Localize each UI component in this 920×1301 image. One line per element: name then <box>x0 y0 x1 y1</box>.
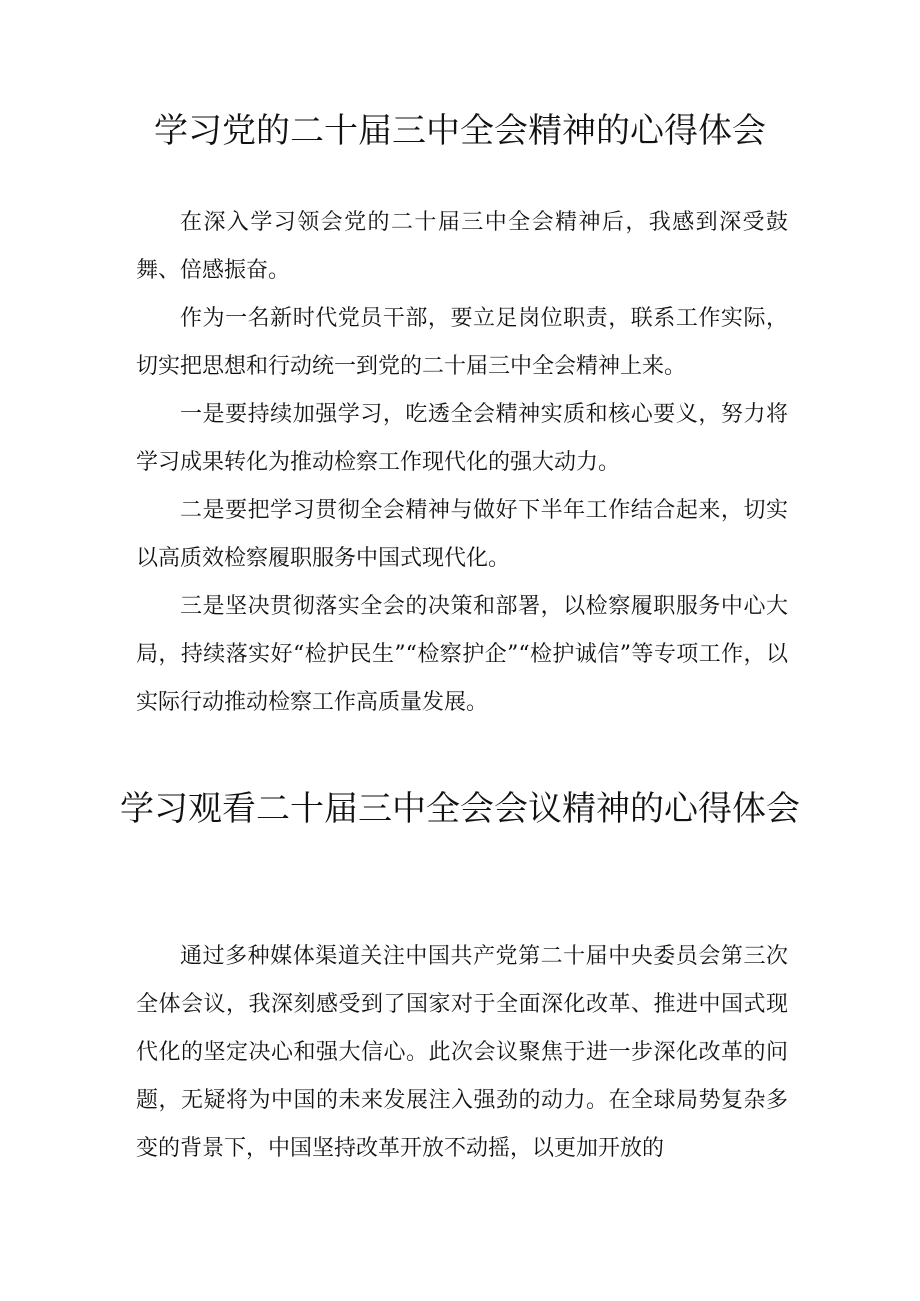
section-1-paragraph-5: 三是坚决贯彻落实全会的决策和部署，以检察履职服务中心大局，持续落实好“检护民生”“检察护企”“检护诚信”等专项工作，以实际行动推动检察工作高质量发展。 <box>136 594 788 715</box>
section-2-title: 学习观看二十届三中全会会议精神的心得体会 <box>120 789 800 829</box>
section-1-title: 学习党的二十届三中全会精神的心得体会 <box>154 111 766 151</box>
section-1-paragraph-3: 一是要持续加强学习，吃透全会精神实质和核心要义，努力将学习成果转化为推动检察工作现代化的强大动力。 <box>136 402 788 475</box>
section-1-paragraph-4: 二是要把学习贯彻全会精神与做好下半年工作结合起来，切实以高质效检察履职服务中国式现代化。 <box>136 498 788 571</box>
section-2-paragraph-1: 通过多种媒体渠道关注中国共产党第二十届中央委员会第三次全体会议，我深刻感受到了国家对于全面深化改革、推进中国式现代化的坚定决心和强大信心。此次会议聚焦于进一步深化改革的问题，无疑将为中国的未来发展注入强劲的动力。在全球局势复杂多变的背景下，中国坚持改革开放不动摇，以更加开放的 <box>136 944 788 1161</box>
section-1-paragraph-1: 在深入学习领会党的二十届三中全会精神后，我感到深受鼓舞、倍感振奋。 <box>136 210 788 283</box>
section-1-paragraph-2: 作为一名新时代党员干部，要立足岗位职责，联系工作实际，切实把思想和行动统一到党的二十届三中全会精神上来。 <box>136 306 788 379</box>
